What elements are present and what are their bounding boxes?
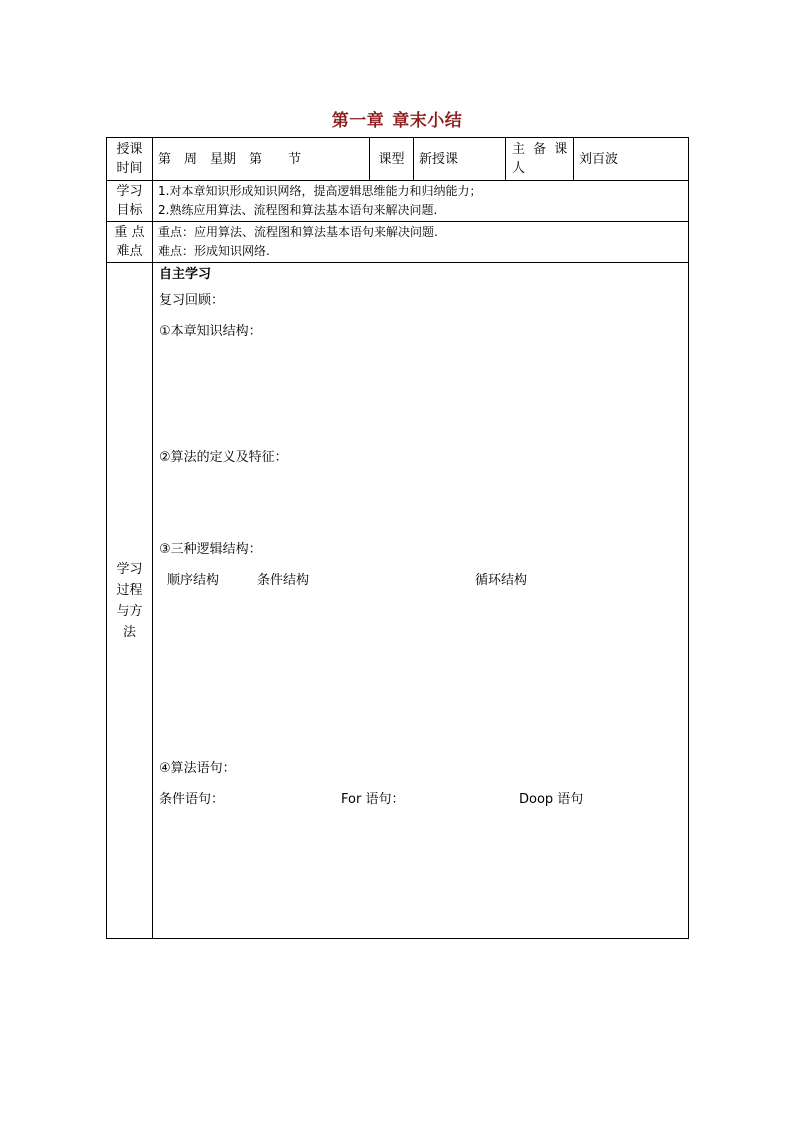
row-learning-process [107, 263, 689, 939]
condition-structure: 条件结构 [257, 573, 310, 588]
self-study-heading: 自主学习 [159, 267, 212, 282]
learning-process-content [153, 263, 689, 939]
for-statement: For 语句： [341, 792, 405, 807]
class-time-label: 授课 时间 [107, 138, 153, 181]
title-chapter: 第一章 [331, 111, 385, 131]
item-knowledge-structure: ①本章知识结构： [159, 324, 262, 339]
row-class-time [107, 138, 689, 181]
page-title [0, 106, 794, 131]
doop-statement: Doop 语句 [519, 792, 584, 807]
sequence-structure: 顺序结构 [167, 573, 220, 588]
learning-process-label: 学习 过程 与方 法 [107, 263, 153, 939]
row-objectives [107, 181, 689, 222]
objectives-content: 1.对本章知识形成知识网络，提高逻辑思维能力和归纳能力； 2.熟练应用算法、流程图和算法基本语句来解决问题. [153, 181, 689, 222]
item-algorithm-statements: ④算法语句： [159, 761, 236, 776]
loop-structure: 循环结构 [475, 573, 528, 588]
objectives-label: 学习 目标 [107, 181, 153, 222]
preparer-value: 刘百波 [574, 138, 689, 181]
lesson-plan-table [106, 137, 689, 939]
title-summary: 章末小结 [392, 111, 463, 131]
lesson-type-value: 新授课 [414, 138, 506, 181]
key-points-label: 重 点 难点 [107, 222, 153, 263]
conditional-statement: 条件语句： [159, 792, 225, 807]
preparer-label: 主 备 课 人 [506, 138, 574, 181]
class-time-value: 第 周 星期 第 节 [153, 138, 370, 181]
review-heading: 复习回顾： [159, 293, 225, 308]
item-algorithm-definition: ②算法的定义及特征： [159, 450, 288, 465]
item-logic-structures: ③三种逻辑结构： [159, 542, 262, 557]
row-key-points [107, 222, 689, 263]
lesson-type-label: 课型 [370, 138, 414, 181]
key-points-content: 重点：应用算法、流程图和算法基本语句来解决问题. 难点：形成知识网络. [153, 222, 689, 263]
